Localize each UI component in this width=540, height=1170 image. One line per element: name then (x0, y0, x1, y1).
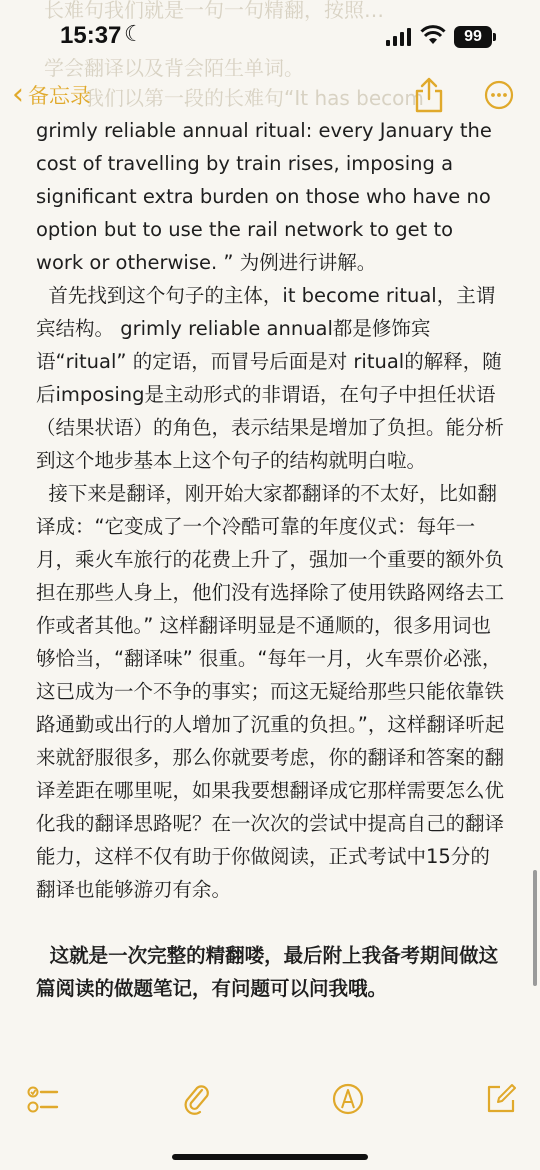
bottom-toolbar (0, 1078, 540, 1124)
note-paragraph: 接下来是翻译，刚开始大家都翻译的不太好，比如翻译成：“它变成了一个冷酷可靠的年度仪式：每年一月，乘火车旅行的花费上升了，强加一个重要的额外负担在那些人身上，他们没有选择除了使用铁路网络去工作或者其他。” 这样翻译明显是不通顺的，很多用词也够恰当，“翻译味” 很重。“每年一月，火车票价必涨，这已成为一个不争的事实；而这无疑给那些只能依靠铁路通勤或出行的人增加了沉重的负担。”，这样翻译听起来就舒服很多，那么你就要考虑，你的翻译和答案的翻译差距在哪里呢，如果我要想翻译成它那样需要怎么优化我的翻译思路呢？在一次次的尝试中提高自己的翻译能力，这样不仅有助于你做阅读，正式考试中15分的翻译也能够游刃有余。 (36, 482, 505, 901)
wifi-icon (420, 24, 446, 46)
note-paragraph: 首先找到这个句子的主体，it become ritual，主谓宾结构。 grimly reliable annual都是修饰宾语“ritual” 的定语，而冒号后面是对 ritual的解释，随后imposing是主动形式的非谓语，在句子中担任状语（结果状语）的角色，表示结果是增加了负担。能分析到这个地步基本上这个句子的结构就明白啦。 (36, 284, 505, 472)
ghost-line: 长难句我们就是一句一句精翻，按照… (44, 0, 384, 22)
moon-icon: ☾ (124, 22, 144, 47)
back-label: 备忘录 (28, 84, 91, 108)
compose-note-icon[interactable] (484, 1082, 518, 1116)
home-indicator[interactable] (172, 1154, 368, 1160)
ghost-line: 学会翻译以及背会陌生单词。 (44, 56, 304, 80)
note-paragraph-bold: 这就是一次完整的精翻喽，最后附上我备考期间做这篇阅读的做题笔记，有问题可以问我哦。 (36, 944, 499, 1000)
battery-indicator: 99 (454, 26, 492, 48)
note-paragraph: grimly reliable annual ritual: every January the cost of travelling by train rises, imposing a significant extra burden on those who have no option but to use the rail network to get to work or otherwise. ” 为例进行讲解。 (36, 119, 492, 274)
attachment-paperclip-icon[interactable] (180, 1082, 214, 1116)
scrollbar[interactable] (533, 870, 537, 986)
note-body[interactable] (36, 114, 506, 1005)
more-options-icon[interactable] (484, 80, 514, 110)
share-icon[interactable] (412, 76, 446, 114)
status-time: 15:37 (60, 22, 122, 49)
ghost-line: 我们以第一段的长难句“It has becom (84, 86, 424, 110)
chevron-left-icon: ‹ (12, 77, 24, 112)
markup-pen-icon[interactable] (331, 1082, 365, 1116)
status-bar (0, 0, 540, 72)
blank-line (36, 906, 506, 939)
checklist-icon[interactable] (26, 1082, 60, 1116)
cellular-signal-icon (386, 28, 412, 46)
back-button[interactable] (12, 77, 91, 112)
battery-tip (493, 33, 496, 41)
